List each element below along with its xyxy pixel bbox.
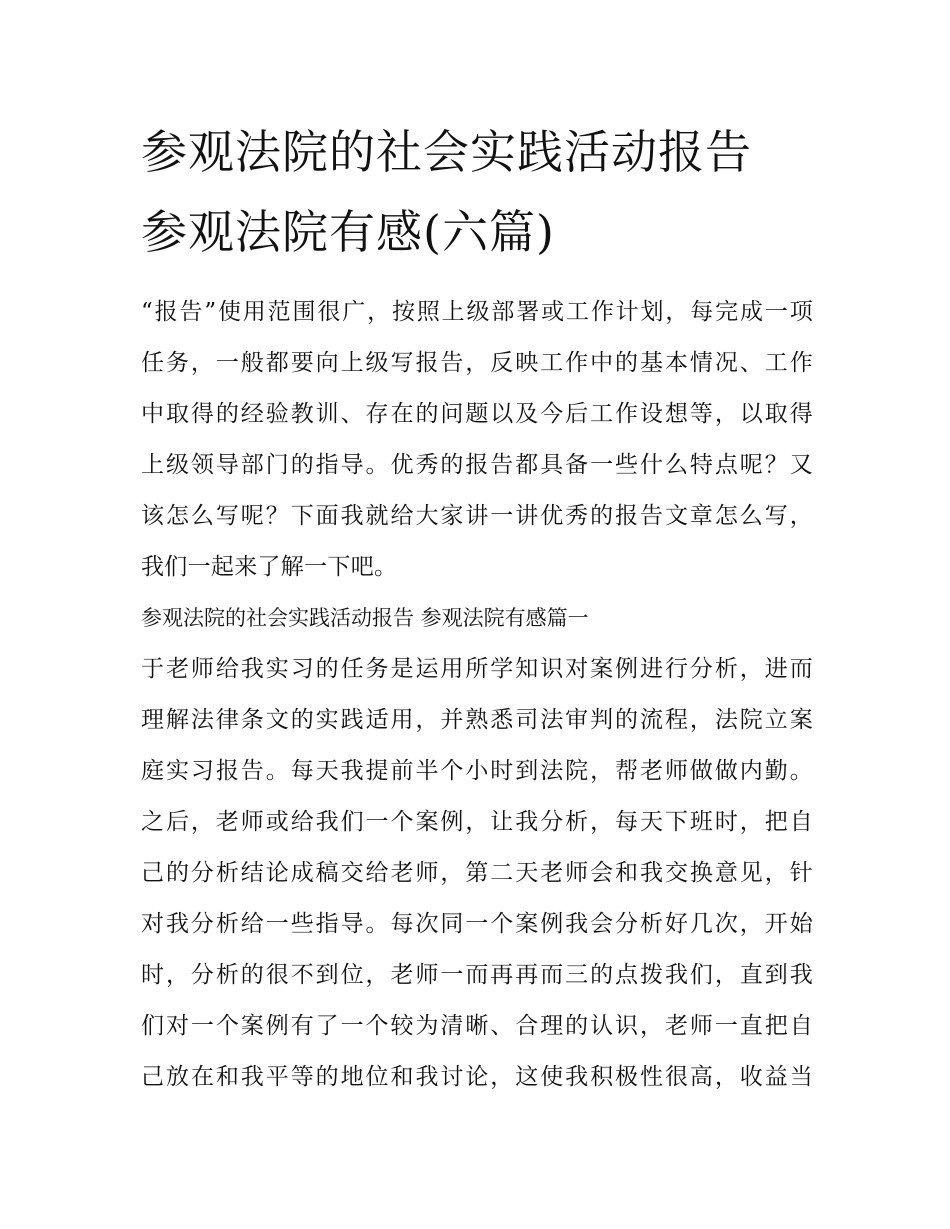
intro-line: 任务，一般都要向上级写报告，反映工作中的基本情况、工作 bbox=[141, 350, 813, 376]
intro-paragraph bbox=[141, 287, 813, 593]
body-paragraph bbox=[141, 644, 813, 1103]
body-line: 对我分析给一些指导。每次同一个案例我会分析好几次，开始 bbox=[141, 911, 813, 937]
body-line: 庭实习报告。每天我提前半个小时到法院，帮老师做做内勤。 bbox=[141, 758, 813, 784]
body-line: 己的分析结论成稿交给老师，第二天老师会和我交换意见，针 bbox=[141, 860, 813, 886]
body-line: 之后，老师或给我们一个案例，让我分析，每天下班时，把自 bbox=[141, 809, 813, 835]
document-page bbox=[141, 112, 813, 1103]
intro-line: 中取得的经验教训、存在的问题以及今后工作设想等，以取得 bbox=[141, 401, 813, 427]
intro-line: 上级领导部门的指导。优秀的报告都具备一些什么特点呢？又 bbox=[141, 452, 813, 478]
title-line-1: 参观法院的社会实践活动报告 bbox=[141, 125, 752, 179]
body-line: 时，分析的很不到位，老师一而再再而三的点拨我们，直到我 bbox=[141, 962, 813, 988]
intro-line: 该怎么写呢？下面我就给大家讲一讲优秀的报告文章怎么写， bbox=[141, 503, 813, 529]
section-heading: 参观法院的社会实践活动报告 参观法院有感篇一 bbox=[141, 606, 589, 630]
title-line-2: 参观法院有感(六篇) bbox=[141, 205, 555, 259]
body-line: 己放在和我平等的地位和我讨论，这使我积极性很高，收益当 bbox=[141, 1064, 813, 1090]
document-title bbox=[141, 112, 813, 272]
intro-line: 我们一起来了解一下吧。 bbox=[141, 554, 398, 580]
body-line: 们对一个案例有了一个较为清晰、合理的认识，老师一直把自 bbox=[141, 1013, 813, 1039]
body-line: 理解法律条文的实践适用，并熟悉司法审判的流程，法院立案 bbox=[141, 707, 813, 733]
intro-line: “报告”使用范围很广，按照上级部署或工作计划，每完成一项 bbox=[141, 299, 813, 325]
body-line: 于老师给我实习的任务是运用所学知识对案例进行分析，进而 bbox=[141, 656, 813, 682]
